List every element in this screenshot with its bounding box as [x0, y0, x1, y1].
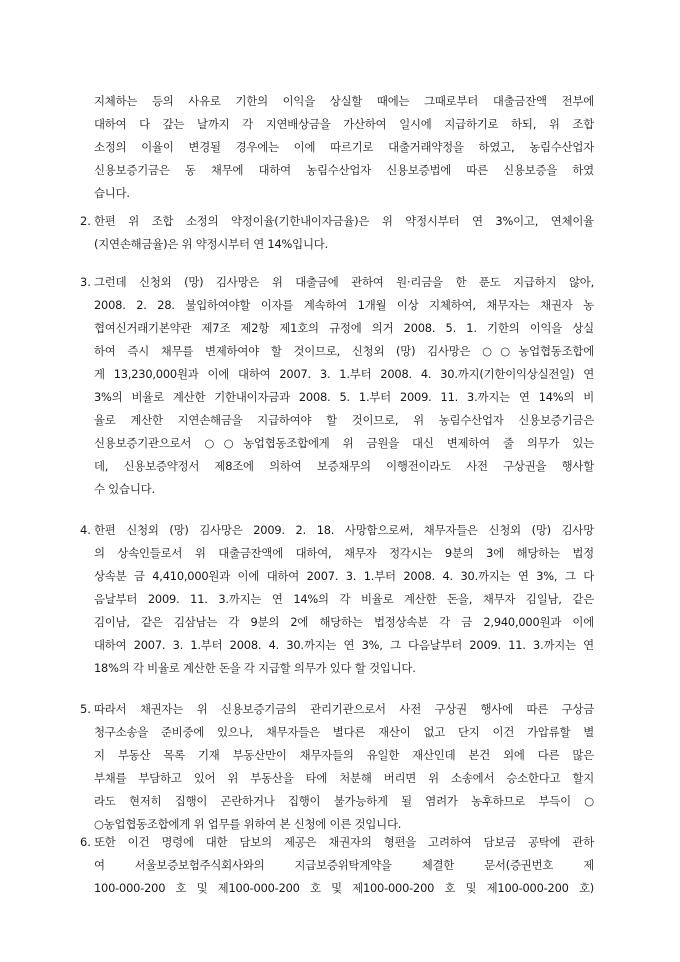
text-line: 습니다.	[94, 186, 130, 200]
text-line: 3%의 비율로 계산한 기한내이자금과 2008. 5. 1.부터 2009. 11. 3.까지는 연 14%의 비	[94, 390, 594, 404]
text-line: 지체하는 등의 사유로 기한의 이익을 상실할 때에는 그때로부터 대출금잔액 전부에	[94, 94, 594, 108]
text-line: 지 부동산 목록 기재 부동산만이 채무자들의 유일한 재산인데 본건 외에 다른 많은	[94, 748, 594, 762]
text-line: 부채를 부담하고 있어 위 부동산을 타에 처분해 버리면 위 소송에서 승소한다고 할지	[94, 771, 594, 785]
text-line: 따라서 채권자는 위 신용보증기금의 관리기관으로서 사전 구상권 행사에 따른 구상금	[94, 702, 594, 716]
paragraph-number: 4.	[80, 523, 91, 537]
text-line: 신용보증기관으로서 ○○농업협동조합에게 위 금원을 대신 변제하여 줄 의무가 있는	[94, 436, 594, 450]
paragraph-1-continuation	[94, 90, 594, 205]
text-line: 또한 이건 명령에 대한 담보의 제공은 채권자의 형편을 고려하여 담보금 공탁에 관하	[94, 835, 594, 849]
paragraph-number: 3.	[80, 275, 91, 289]
text-line: 신용보증기금은 동 채무에 대하여 농림수산업자 신용보증법에 따른 신용보증을 하였	[94, 163, 594, 177]
text-line: 그런데 신청외 (망) 김사망은 위 대출금에 관하여 원·리금을 한 푼도 지급하지 않아,	[94, 275, 594, 289]
text-line: 김이남, 같은 김삼남는 각 9분의 2에 해당하는 법정상속분 각 금 2,940,000원과 이에	[94, 615, 594, 629]
text-line: 대하여 2007. 3. 1.부터 2008. 4. 30.까지는 연 3%, 그 다음날부터 2009. 11. 3.까지는 연	[94, 638, 594, 652]
text-line: 한편 신청외 (망) 김사망은 2009. 2. 18. 사망함으로써, 채무자들은 신청외 (망) 김사망	[94, 523, 594, 537]
text-line: 청구소송을 준비중에 있으나, 채무자들은 별다른 재산이 없고 단지 이건 가압류할 별	[94, 725, 594, 739]
text-line: 100-000-200 호 및 제100-000-200 호 및 제100-000-200 호 및 제100-000-200 호)	[94, 881, 594, 895]
paragraph-4	[80, 519, 594, 680]
paragraph-number: 6.	[80, 835, 91, 849]
text-line: 라도 현저히 집행이 곤란하거나 집행이 불가능하게 될 염려가 농후하므로 부득이 ○	[94, 794, 594, 808]
text-line: 데, 신용보증약정서 제8조에 의하여 보증채무의 이행전이라도 사전 구상권을 행사할	[94, 459, 594, 473]
paragraph-6	[80, 831, 594, 900]
paragraph-number: 2.	[80, 214, 91, 228]
text-line: ○농업협동조합에게 위 업무를 위하여 본 신청에 이른 것입니다.	[94, 817, 402, 831]
text-line: 여 서울보증보험주식회사와의 지급보증위탁계약을 체결한 문서(증권번호 제	[94, 858, 594, 872]
paragraph-2	[80, 210, 594, 256]
text-line: 음날부터 2009. 11. 3.까지는 연 14%의 각 비율로 계산한 돈을, 채무자 김일남, 같은	[94, 592, 594, 606]
text-line: (지연손해금율)은 위 약정시부터 연 14%입니다.	[94, 237, 328, 251]
text-line: 18%의 각 비율로 계산한 돈을 각 지급할 의무가 있다 할 것입니다.	[94, 661, 416, 675]
paragraph-5	[80, 698, 594, 836]
paragraph-number: 5.	[80, 702, 91, 716]
paragraph-3	[80, 271, 594, 501]
text-line: 상속분 금 4,410,000원과 이에 대하여 2007. 3. 1.부터 2008. 4. 30.까지는 연 3%, 그 다	[94, 569, 594, 583]
text-line: 게 13,230,000원과 이에 대하여 2007. 3. 1.부터 2008. 4. 30.까지(기한이익상실전일) 연	[94, 367, 594, 381]
text-line: 대하여 다 갚는 날까지 각 지연배상금을 가산하여 일시에 지급하기로 하되, 위 조합	[94, 117, 594, 131]
text-line: 율로 계산한 지연손해금을 지급하여야 할 것이므로, 위 농림수산업자 신용보증기금은	[94, 413, 594, 427]
text-line: 의 상속인들로서 위 대출금잔액에 대하여, 채무자 정각시는 9분의 3에 해당하는 법정	[94, 546, 594, 560]
text-line: 수 있습니다.	[94, 482, 155, 496]
text-line: 한편 위 조합 소정의 약정이율(기한내이자금율)은 위 약정시부터 연 3%이고, 연체이율	[94, 214, 594, 228]
text-line: 소정의 이율이 변경될 경우에는 이에 따르기로 대출거래약정을 하였고, 농림수산업자	[94, 140, 594, 154]
text-line: 협여신거래기본약관 제7조 제2항 제1호의 규정에 의거 2008. 5. 1. 기한의 이익을 상실	[94, 321, 594, 335]
text-line: 하여 즉시 채무를 변제하여야 할 것이므로, 신청외 (망) 김사망은 ○○농업협동조합에	[94, 344, 594, 358]
text-line: 2008. 2. 28. 불입하여야할 이자를 계속하여 1개월 이상 지체하여, 채무자는 채권자 농	[94, 298, 594, 312]
